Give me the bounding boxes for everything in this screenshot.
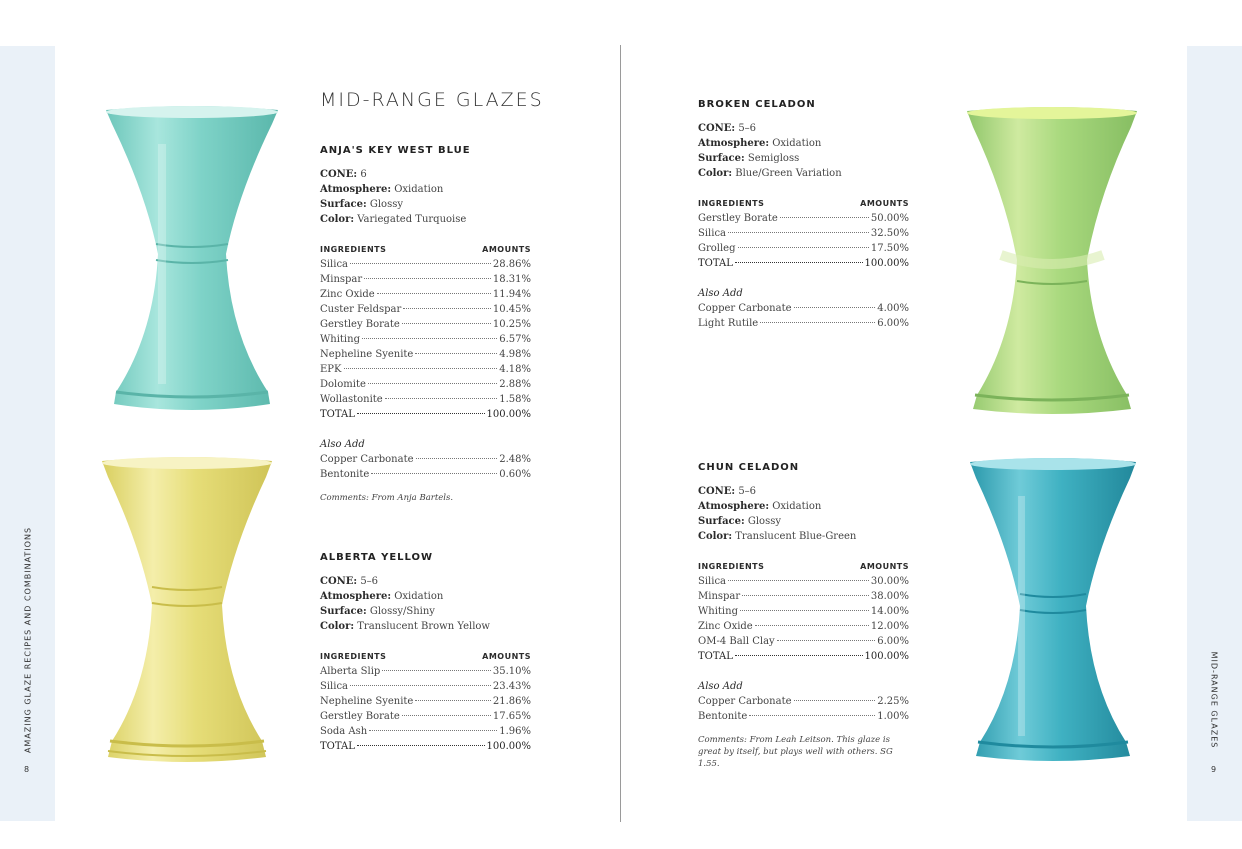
- ingredient-row: Nepheline Syenite 4.98%: [320, 349, 531, 360]
- recipe-anjas-key-west-blue: [320, 143, 531, 504]
- turquoise-vase-image: [98, 104, 286, 414]
- ingredient-row: Wollastonite 1.58%: [320, 394, 531, 405]
- also-add-row: Light Rutile 6.00%: [698, 318, 909, 329]
- yellow-vase-image: [96, 455, 278, 765]
- ingredient-row: Whiting 6.57%: [320, 334, 531, 345]
- recipe-comments: Comments: From Anja Bartels.: [320, 493, 454, 503]
- ingredient-row: Whiting 14.00%: [698, 606, 909, 617]
- ingredients-header: INGREDIENTS AMOUNTS: [320, 652, 531, 661]
- ingredient-row: Silica 30.00%: [698, 576, 909, 587]
- recipe-prop: Color: Translucent Brown Yellow: [320, 621, 490, 632]
- ingredient-row: Minspar 18.31%: [320, 274, 531, 285]
- section-title: MID-RANGE GLAZES: [320, 89, 544, 111]
- recipe-comments: Comments: From Leah Leitson. This glaze is great by itself, but plays well with others. SG 1.55.: [698, 735, 893, 769]
- ingredient-row: Zinc Oxide 11.94%: [320, 289, 531, 300]
- recipe-prop: CONE: 5–6: [698, 486, 757, 497]
- page-number-left: 8: [24, 765, 30, 774]
- ingredient-row: OM-4 Ball Clay 6.00%: [698, 636, 909, 647]
- recipe-name: ALBERTA YELLOW: [320, 552, 434, 563]
- recipe-prop: Surface: Glossy: [698, 516, 781, 527]
- ingredient-row: Dolomite 2.88%: [320, 379, 531, 390]
- also-add-label: Also Add: [320, 439, 365, 450]
- ingredient-row: Soda Ash 1.96%: [320, 726, 531, 737]
- ingredients-header: INGREDIENTS AMOUNTS: [698, 199, 909, 208]
- recipe-prop: Atmosphere: Oxidation: [320, 591, 444, 602]
- recipe-broken-celadon: [698, 97, 909, 331]
- total-row: TOTAL 100.00%: [698, 651, 909, 662]
- recipe-prop: Surface: Semigloss: [698, 153, 800, 164]
- total-row: TOTAL 100.00%: [698, 258, 909, 269]
- recipe-prop: Color: Variegated Turquoise: [320, 214, 467, 225]
- recipe-chun-celadon: [698, 460, 909, 770]
- ingredient-row: Silica 28.86%: [320, 259, 531, 270]
- recipe-prop: Color: Translucent Blue-Green: [698, 531, 857, 542]
- ingredient-row: Nepheline Syenite 21.86%: [320, 696, 531, 707]
- ingredients-header: INGREDIENTS AMOUNTS: [698, 562, 909, 571]
- ingredient-row: Silica 23.43%: [320, 681, 531, 692]
- ingredient-row: Minspar 38.00%: [698, 591, 909, 602]
- ingredients-header: INGREDIENTS AMOUNTS: [320, 245, 531, 254]
- ingredient-row: Gerstley Borate 50.00%: [698, 213, 909, 224]
- recipe-prop: Surface: Glossy/Shiny: [320, 606, 435, 617]
- also-add-label: Also Add: [698, 681, 743, 692]
- recipe-name: CHUN CELADON: [698, 462, 800, 473]
- recipe-prop: Color: Blue/Green Variation: [698, 168, 842, 179]
- also-add-label: Also Add: [698, 288, 743, 299]
- page-number-right: 9: [1211, 765, 1217, 774]
- recipe-prop: Atmosphere: Oxidation: [698, 501, 822, 512]
- ingredient-row: Zinc Oxide 12.00%: [698, 621, 909, 632]
- green-vase-image: [963, 105, 1141, 417]
- total-row: TOTAL 100.00%: [320, 409, 531, 420]
- running-head-right: MID-RANGE GLAZES: [1209, 651, 1219, 749]
- also-add-row: Copper Carbonate 2.48%: [320, 454, 531, 465]
- also-add-row: Bentonite 1.00%: [698, 711, 909, 722]
- recipe-name: ANJA'S KEY WEST BLUE: [320, 145, 471, 156]
- total-row: TOTAL 100.00%: [320, 741, 531, 752]
- recipe-prop: Atmosphere: Oxidation: [698, 138, 822, 149]
- also-add-row: Copper Carbonate 2.25%: [698, 696, 909, 707]
- also-add-row: Copper Carbonate 4.00%: [698, 303, 909, 314]
- ingredient-row: Alberta Slip 35.10%: [320, 666, 531, 677]
- recipe-prop: Atmosphere: Oxidation: [320, 184, 444, 195]
- recipe-name: BROKEN CELADON: [698, 99, 816, 110]
- recipe-prop: CONE: 5–6: [698, 123, 757, 134]
- recipe-prop: CONE: 5–6: [320, 576, 379, 587]
- ingredient-row: Grolleg 17.50%: [698, 243, 909, 254]
- recipe-prop: Surface: Glossy: [320, 199, 403, 210]
- running-head-left: AMAZING GLAZE RECIPES AND COMBINATIONS: [23, 526, 33, 754]
- ingredient-row: Custer Feldspar 10.45%: [320, 304, 531, 315]
- book-spine: [620, 45, 621, 822]
- recipe-alberta-yellow: [320, 550, 531, 754]
- ingredient-row: EPK 4.18%: [320, 364, 531, 375]
- recipe-prop: CONE: 6: [320, 169, 367, 180]
- ingredient-row: Silica 32.50%: [698, 228, 909, 239]
- ingredient-row: Gerstley Borate 17.65%: [320, 711, 531, 722]
- blue-vase-image: [966, 456, 1140, 766]
- also-add-row: Bentonite 0.60%: [320, 469, 531, 480]
- ingredient-row: Gerstley Borate 10.25%: [320, 319, 531, 330]
